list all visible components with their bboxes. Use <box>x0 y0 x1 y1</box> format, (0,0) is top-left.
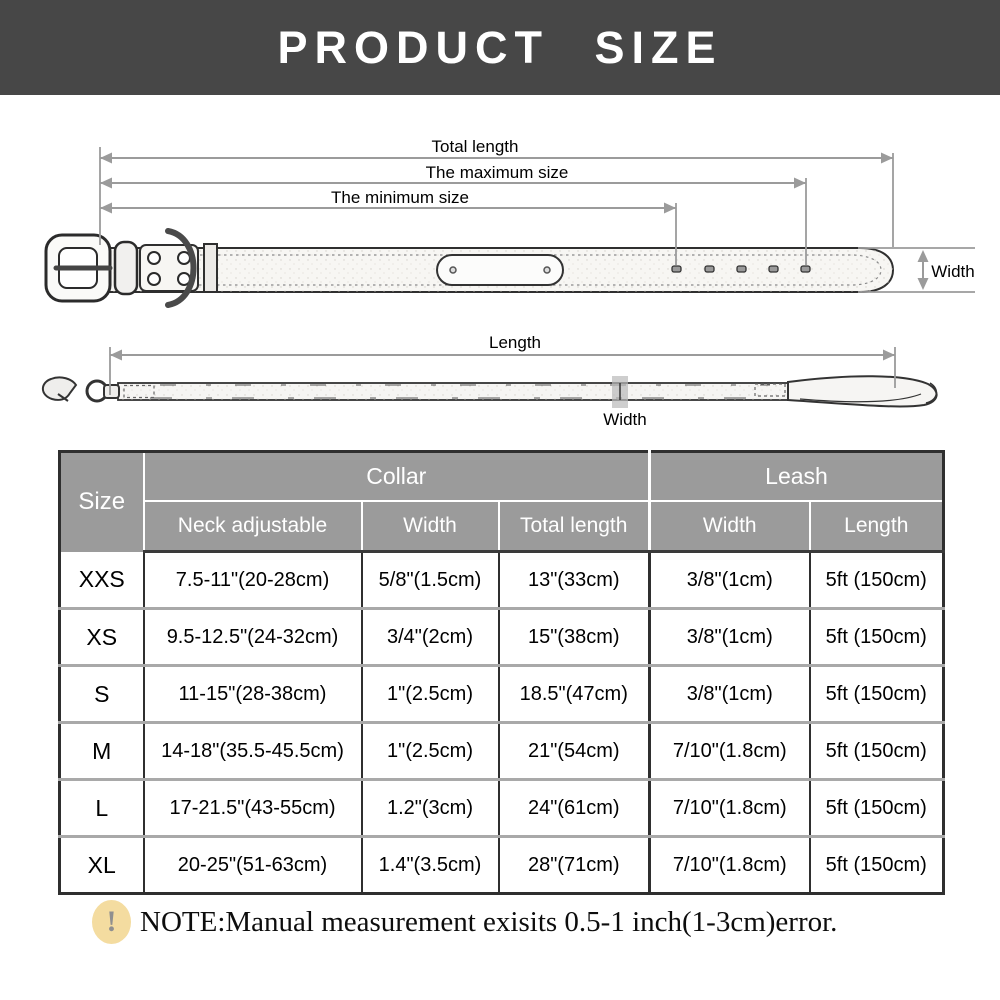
table-row <box>60 780 944 837</box>
size-cell: XL <box>60 837 144 894</box>
neck-adjustable-header: Neck adjustable <box>144 501 362 552</box>
leash-length-cell: 5ft (150cm) <box>810 723 944 780</box>
leash-width-cell: 7/10"(1.8cm) <box>650 837 810 894</box>
size-table-header <box>60 452 944 552</box>
note-text: NOTE:Manual measurement exisits 0.5-1 inch(1-3cm)error. <box>140 905 838 938</box>
collar-total-length-cell: 13"(33cm) <box>499 552 650 609</box>
collar-illustration <box>46 231 893 305</box>
size-column-header: Size <box>60 452 144 552</box>
leash-length-cell: 5ft (150cm) <box>810 837 944 894</box>
collar-name-plate <box>437 255 563 285</box>
collar-group-header: Collar <box>144 452 650 502</box>
collar-width-cell: 1"(2.5cm) <box>362 723 499 780</box>
neck-cell: 20-25"(51-63cm) <box>144 837 362 894</box>
collar-buckle-icon <box>46 231 217 305</box>
leash-width-header: Width <box>650 501 810 552</box>
collar-width-label: Width <box>931 262 975 281</box>
size-cell: XS <box>60 609 144 666</box>
header-banner <box>0 0 1000 95</box>
size-cell: XXS <box>60 552 144 609</box>
leash-length-label: Length <box>489 333 541 352</box>
collar-width-cell: 1.4"(3.5cm) <box>362 837 499 894</box>
leash-illustration <box>43 376 937 408</box>
leash-width-cell: 3/8"(1cm) <box>650 552 810 609</box>
size-cell: S <box>60 666 144 723</box>
collar-total-length-cell: 18.5"(47cm) <box>499 666 650 723</box>
collar-total-length-cell: 24"(61cm) <box>499 780 650 837</box>
size-cell: L <box>60 780 144 837</box>
leash-width-marker <box>612 376 628 408</box>
neck-cell: 14-18"(35.5-45.5cm) <box>144 723 362 780</box>
collar-total-length-header: Total length <box>499 501 650 552</box>
leash-length-cell: 5ft (150cm) <box>810 552 944 609</box>
size-table-body <box>60 552 944 894</box>
leash-width-cell: 7/10"(1.8cm) <box>650 723 810 780</box>
collar-leash-diagram <box>0 95 1000 445</box>
leash-width-label: Width <box>603 410 647 429</box>
page-title: PRODUCT SIZE <box>277 21 723 73</box>
table-row <box>60 837 944 894</box>
collar-total-length-cell: 15"(38cm) <box>499 609 650 666</box>
collar-width-cell: 5/8"(1.5cm) <box>362 552 499 609</box>
collar-maximum-size-label: The maximum size <box>425 163 569 182</box>
table-row <box>60 666 944 723</box>
collar-width-header: Width <box>362 501 499 552</box>
leash-length-cell: 5ft (150cm) <box>810 780 944 837</box>
leash-group-header: Leash <box>650 452 944 502</box>
collar-total-length-label: Total length <box>431 137 519 156</box>
collar-total-length-cell: 21"(54cm) <box>499 723 650 780</box>
neck-cell: 9.5-12.5"(24-32cm) <box>144 609 362 666</box>
leash-width-cell: 3/8"(1cm) <box>650 609 810 666</box>
exclamation-icon: ! <box>92 900 131 944</box>
neck-cell: 17-21.5"(43-55cm) <box>144 780 362 837</box>
leash-width-cell: 7/10"(1.8cm) <box>650 780 810 837</box>
neck-cell: 7.5-11"(20-28cm) <box>144 552 362 609</box>
collar-minimum-size-label: The minimum size <box>331 188 469 207</box>
collar-total-length-cell: 28"(71cm) <box>499 837 650 894</box>
collar-width-cell: 1.2"(3cm) <box>362 780 499 837</box>
table-row <box>60 609 944 666</box>
leash-length-header: Length <box>810 501 944 552</box>
leash-width-cell: 3/8"(1cm) <box>650 666 810 723</box>
collar-width-cell: 1"(2.5cm) <box>362 666 499 723</box>
table-row <box>60 723 944 780</box>
leash-length-cell: 5ft (150cm) <box>810 609 944 666</box>
collar-width-cell: 3/4"(2cm) <box>362 609 499 666</box>
leash-length-cell: 5ft (150cm) <box>810 666 944 723</box>
size-cell: M <box>60 723 144 780</box>
measurement-note <box>92 900 837 944</box>
size-table <box>58 450 945 895</box>
neck-cell: 11-15"(28-38cm) <box>144 666 362 723</box>
table-row <box>60 552 944 609</box>
